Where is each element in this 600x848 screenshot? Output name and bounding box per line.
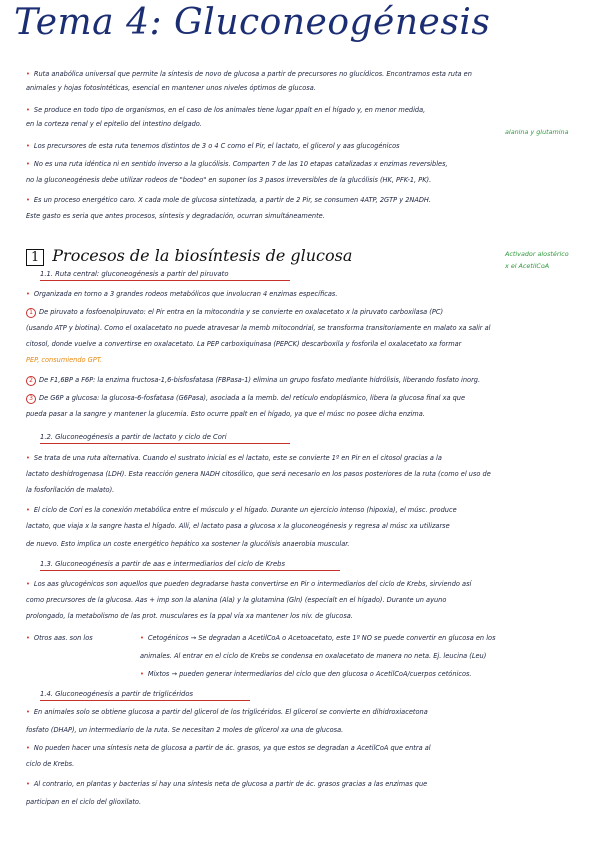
subsection-title: 1.3. Gluconeogénesis a partir de aas e intermediarios del ciclo de Krebs	[40, 560, 286, 568]
intro-line: • Ruta anabólica universal que permite la síntesis de novo de glucosa a partir de precursores no glucídicos. Encontramos esta ruta en	[26, 70, 472, 78]
body-line: PEP, consumiendo GPT.	[26, 356, 103, 364]
subsection-title: 1.1. Ruta central: gluconeogénesis a partir del piruvato	[40, 270, 229, 278]
intro-line: Este gasto es seria que antes procesos, síntesis y degradación, ocurran simultáneamente.	[26, 212, 325, 220]
intro-line: • No es una ruta idéntica ni en sentido inverso a la glucólisis. Comparten 7 de las 10 etapas catalizadas x enzimas reversibles,	[26, 160, 448, 168]
body-line: participan en el ciclo del glioxilato.	[26, 798, 142, 806]
body-line: 3 De G6P a glucosa: la glucosa-6-fosfatasa (G6Pasa), asociada a la memb. del retículo endoplásmico, libera la glucosa final xa que	[26, 394, 586, 404]
underline	[40, 280, 290, 281]
body-line: • No pueden hacer una síntesis neta de glucosa a partir de ác. grasos, ya que estos se degradan a AcetilCoA que entra al	[26, 744, 431, 752]
side-note-aminoacids: alanina y glutamina	[505, 128, 569, 136]
section-title: Procesos de la biosíntesis de glucosa	[52, 246, 353, 265]
body-line: • Mixtos → pueden generar intermediarios del ciclo que den glucosa o AcetilCoA/cuerpos cetónicos.	[140, 670, 472, 678]
body-line: como precursores de la glucosa. Aas + imp son la alanina (Ala) y la glutamina (Gln) (especialt en el hígado). Durante un ayuno	[26, 596, 447, 604]
body-line: • Los aas glucogénicos son aquellos que pueden degradarse hasta convertirse en Pir o intermediarios del ciclo de Krebs, sirviendo así	[26, 580, 472, 588]
body-line: 1 De piruvato a fosfoenolpiruvato: el Pir entra en la mitocondria y se convierte en oxalacetato x la piruvato carboxilasa (PC)	[26, 308, 586, 318]
intro-line: animales y hojas fotosintéticas, esencial en mantener unos niveles óptimos de glucosa.	[26, 84, 316, 92]
side-note-allosteric: Activador alostérico	[505, 250, 569, 258]
intro-line: no la gluconeogénesis debe utilizar rodeos de "bodeo" en suponer los 3 pasos irreversibles de la glucólisis (HK, PFK-1, PK).	[26, 176, 432, 184]
body-line: • El ciclo de Cori es la conexión metabólica entre el músculo y el hígado. Durante un ejercicio intenso (hipoxia), el músc. produce	[26, 506, 457, 514]
subsection-title: 1.2. Gluconeogénesis a partir de lactato y ciclo de Cori	[40, 433, 227, 441]
body-line: pueda pasar a la sangre y mantener la glucemia. Esto ocurre ppalt en el hígado, ya que el músc no posee dicha enzima.	[26, 410, 425, 418]
body-line: animales. Al entrar en el ciclo de Krebs se condensa en oxalacetato de manera no neta. Ej. leucina (Leu)	[140, 652, 487, 660]
intro-line: en la corteza renal y el epitelio del intestino delgado.	[26, 120, 202, 128]
underline	[40, 700, 250, 701]
body-line: la fosforilación de malato).	[26, 486, 115, 494]
body-line: (usando ATP y biotina). Como el oxalacetato no puede atravesar la memb mitocondrial, se transforma transitoriamente en malato xa salir al	[26, 324, 491, 332]
body-line: • Otros aas. son los	[26, 634, 93, 642]
body-line: • Se trata de una ruta alternativa. Cuando el sustrato inicial es el lactato, este se convierte 1º en Pir en el citosol gracias a la	[26, 454, 442, 462]
body-line: • Al contrario, en plantas y bacterias sí hay una síntesis neta de glucosa a partir de ác. grasos gracias a las enzimas que	[26, 780, 428, 788]
subsection-title: 1.4. Gluconeogénesis a partir de triglicéridos	[40, 690, 194, 698]
intro-line: • Se produce en todo tipo de organismos, en el caso de los animales tiene lugar ppalt en el hígado y, en menor medida,	[26, 106, 426, 114]
body-line: de nuevo. Esto implica un coste energético hepático xa sostener la glucólisis anaerobia muscular.	[26, 540, 350, 548]
side-note-acetylcoa: x el AcetilCoA	[505, 262, 550, 270]
body-line: • En animales solo se obtiene glucosa a partir del glicerol de los triglicéridos. El glicerol se convierte en dihidroxiacetona	[26, 708, 428, 716]
intro-line: • Los precursores de esta ruta tenemos distintos de 3 o 4 C como el Pir, el lactato, el glicerol y aas glucogénicos	[26, 142, 400, 150]
underline	[40, 570, 340, 571]
underline	[40, 443, 290, 444]
body-line: 2 De F1,6BP a F6P: la enzima fructosa-1,6-bisfosfatasa (FBPasa-1) elimina un grupo fosfato mediante hidrólisis, liberando fosfato inorg.	[26, 376, 586, 386]
body-line: citosol, donde vuelve a convertirse en oxalacetato. La PEP carboxiquinasa (PEPCK) descarboxila y fosforila el oxalacetato xa formar	[26, 340, 462, 348]
page-title: Tema 4: Gluconeogénesis	[14, 2, 491, 43]
body-line: ciclo de Krebs.	[26, 760, 75, 768]
intro-line: • Es un proceso energético caro. X cada mole de glucosa sintetizada, a partir de 2 Pir, se consumen 4ATP, 2GTP y 2NADH.	[26, 196, 431, 204]
body-line: • Organizada en torno a 3 grandes rodeos metabólicos que involucran 4 enzimas específicas.	[26, 290, 338, 298]
body-line: fosfato (DHAP), un intermediario de la ruta. Se necesitan 2 moles de glicerol xa una de glucosa.	[26, 726, 344, 734]
body-line: lactato, que viaja x la sangre hasta el hígado. Allí, el lactato pasa a glucosa x la gluconeogénesis y regresa al músc xa utilizarse	[26, 522, 450, 530]
body-line: lactato deshidrogenasa (LDH). Esta reacción genera NADH citosólico, que será necesario en los pasos posteriores de la ruta (como el uso de	[26, 470, 491, 478]
body-line: • Cetogénicos → Se degradan a AcetilCoA o Acetoacetato, este 1º NO se puede convertir en glucosa en los	[140, 634, 496, 642]
section-heading	[26, 246, 352, 266]
section-number: 1	[26, 249, 44, 266]
body-line: prolongado, la metabolismo de las prot. musculares es la ppal vía xa mantener los niv. de glucosa.	[26, 612, 353, 620]
